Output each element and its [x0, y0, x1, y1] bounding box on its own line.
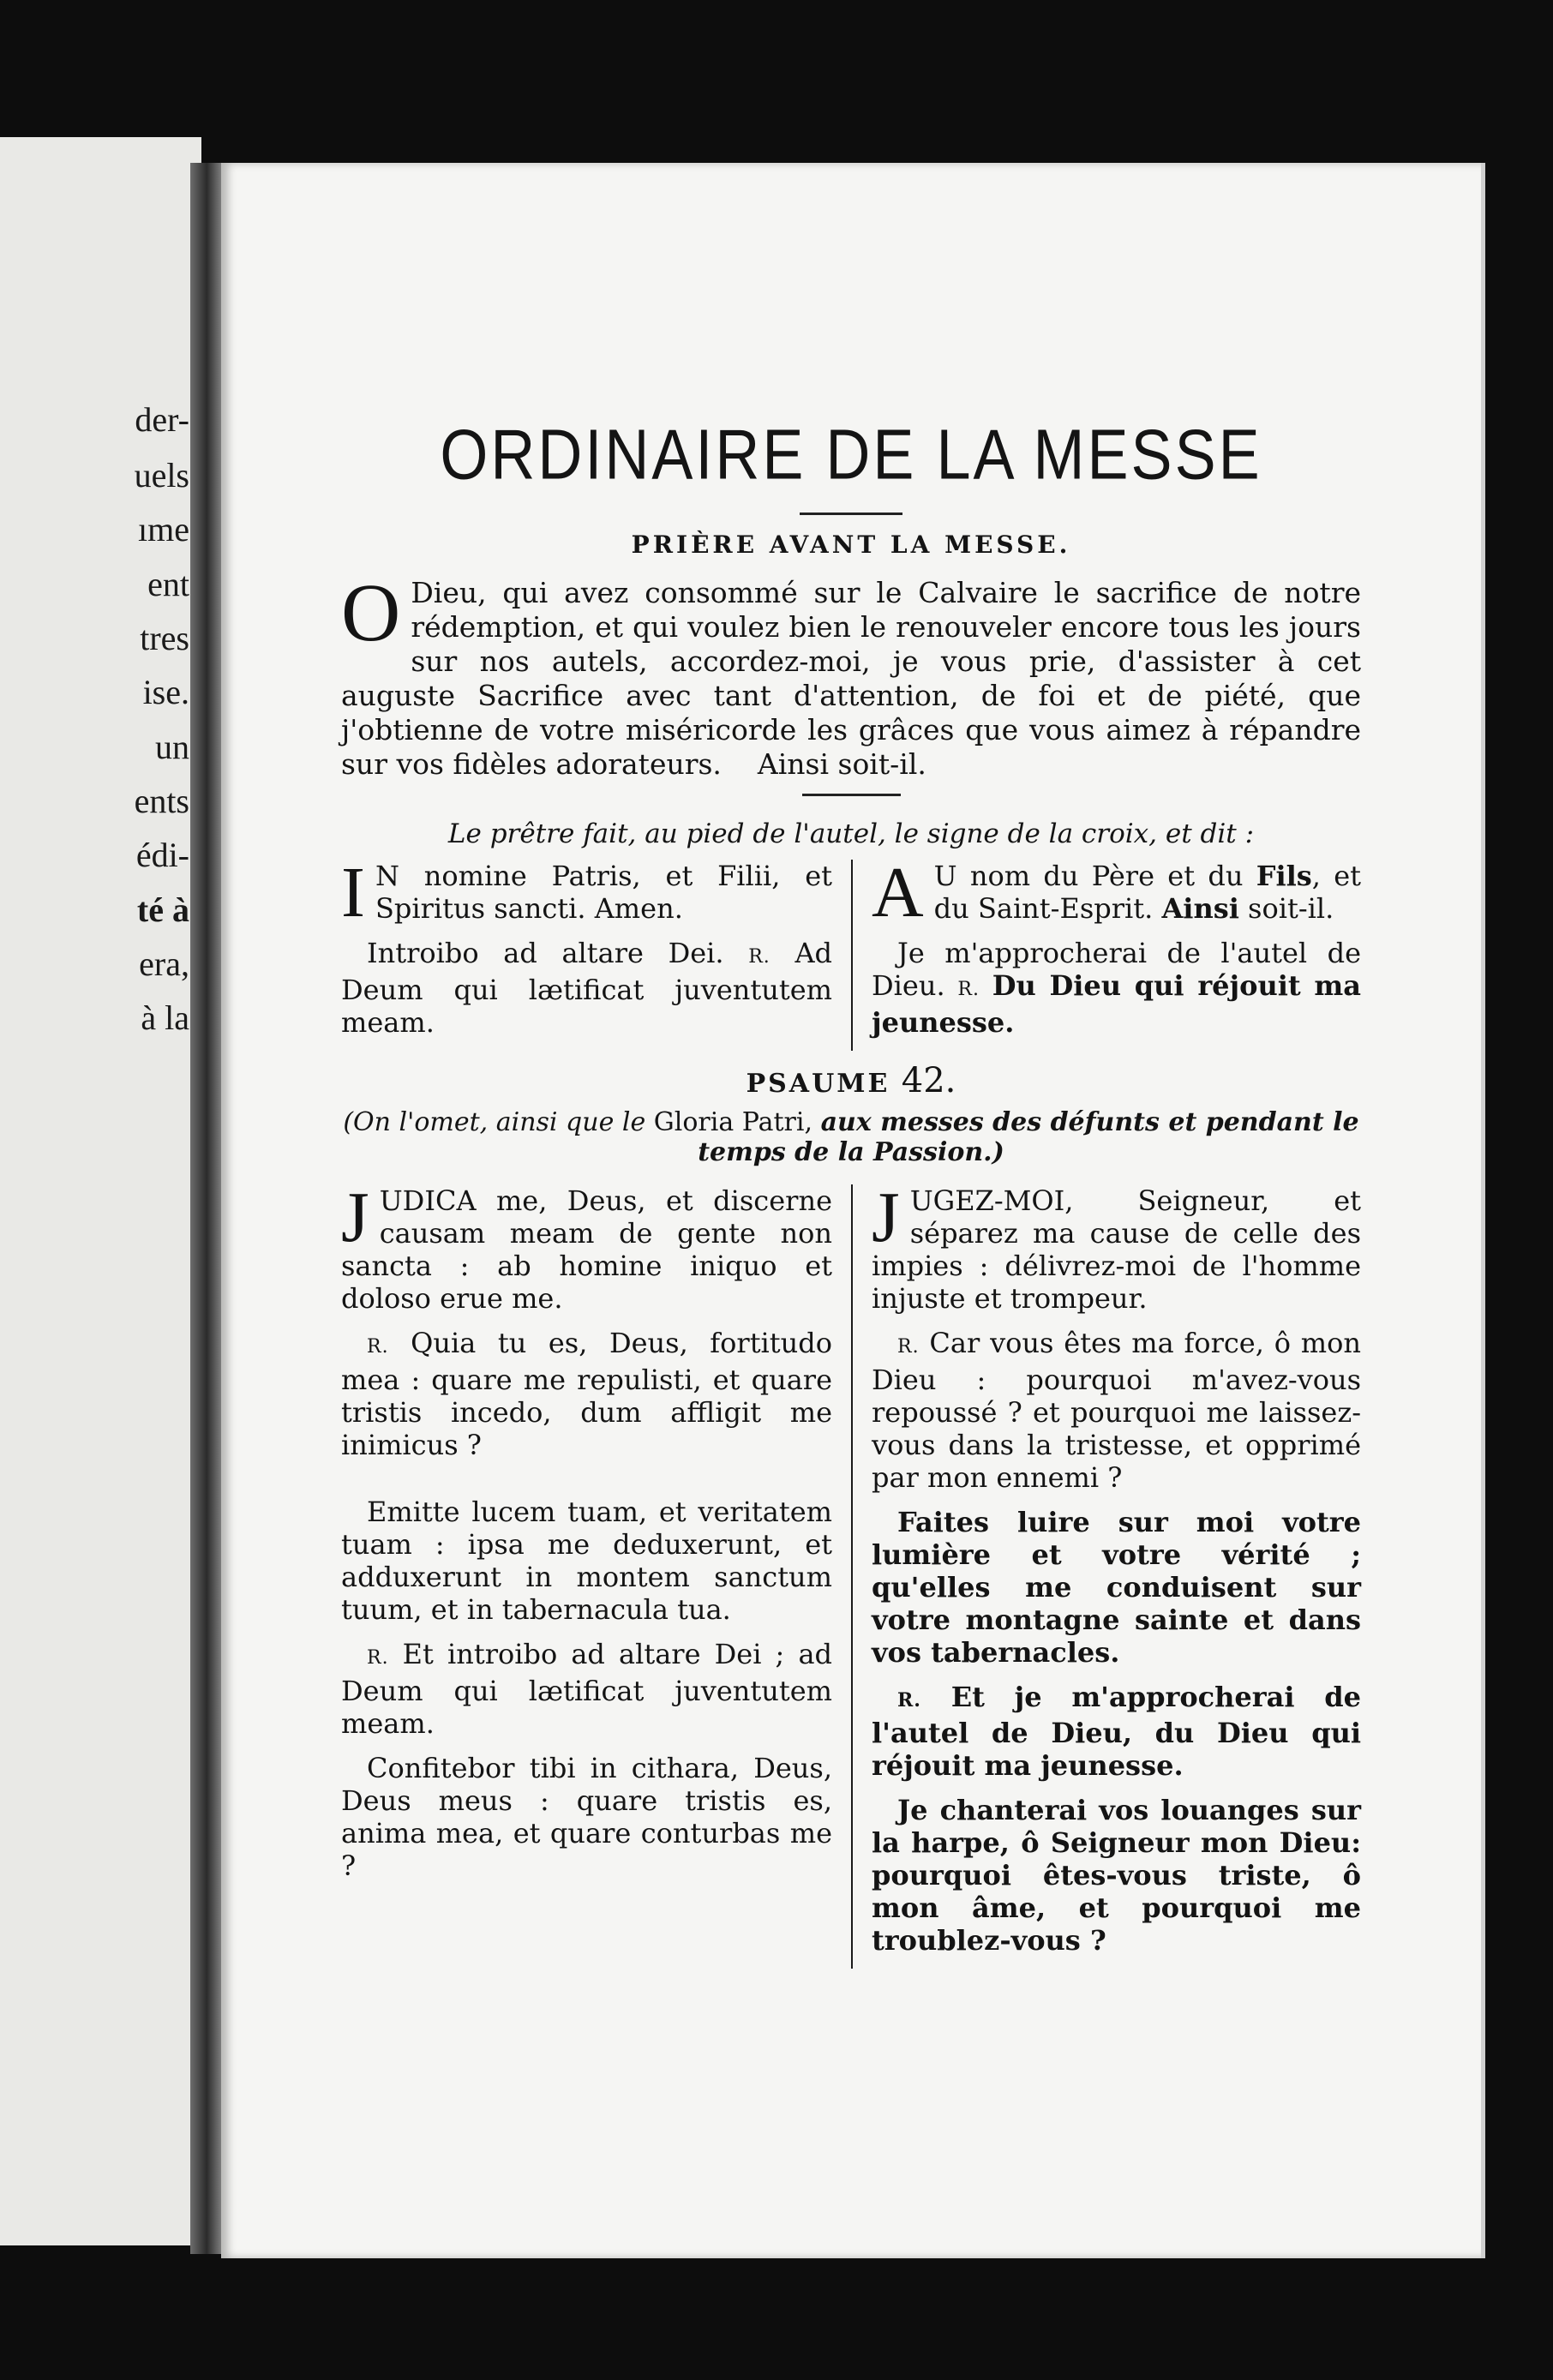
latin-text: Emitte lucem tuam, et veritatem tuam : ipsa me deduxerunt, et adduxerunt in montem sanctum tuum, et in tabernacula tua.: [341, 1496, 832, 1626]
latin-verse: [341, 1178, 833, 1315]
latin-verse: [341, 1327, 832, 1461]
psalm-heading: [341, 1061, 1361, 1100]
facing-page-text: ent: [147, 565, 189, 603]
latin-verse: [341, 1638, 832, 1740]
book-page: [221, 163, 1485, 2258]
latin-text: Confitebor tibi in cithara, Deus, Deus meus : quare tristis es, anima mea, et quare conturbas me ?: [341, 1752, 832, 1882]
response-mark: R.: [897, 1689, 921, 1712]
small-caps: U: [933, 860, 957, 892]
french-verse: [872, 1506, 1361, 1669]
french-verse: [872, 1327, 1361, 1494]
drop-cap: I: [341, 853, 365, 932]
page-content: [341, 416, 1362, 1979]
french-column: [851, 853, 1362, 1051]
french-text: Du Dieu qui réjouit ma jeunesse.: [872, 969, 1362, 1039]
response-mark: R.: [748, 946, 771, 968]
facing-page-text: era,: [139, 944, 189, 983]
prayer-ending: Ainsi soit-il.: [757, 747, 926, 781]
french-column: [851, 1178, 1362, 1969]
french-invocation: [872, 853, 1362, 932]
response-mark: R.: [897, 1336, 920, 1358]
french-introibo: [872, 937, 1361, 1039]
facing-page-text: der-: [135, 400, 189, 439]
rubric: Le prêtre fait, au pied de l'autel, le signe de la croix, et dit :: [447, 818, 1255, 849]
drop-cap: A: [872, 853, 924, 932]
french-text: , et du Saint-Esprit.: [933, 860, 1362, 925]
page-title: ORDINAIRE DE LA MESSE: [440, 416, 1262, 495]
latin-verse: [341, 1752, 832, 1882]
small-caps: UGEZ-MOI: [909, 1184, 1065, 1217]
note-text: Gloria Patri,: [653, 1107, 813, 1137]
latin-invocation: [341, 853, 833, 932]
drop-cap: O: [341, 567, 401, 658]
psalm-label: PSAUME: [746, 1069, 890, 1099]
french-text: Car vous êtes ma force, ô mon Dieu : pourquoi m'avez-vous repoussé ? et pourquoi me laissez-vous dans la tristesse, et opprimé par mon ennemi ?: [872, 1327, 1362, 1494]
french-text: Faites luire sur moi votre lumière et votre vérité ; qu'elles me conduisent sur votre montagne sainte et dans vos tabernacles.: [872, 1506, 1361, 1669]
psalm-note: [341, 1107, 1361, 1167]
latin-column: [341, 853, 851, 1051]
french-text: Je m'approcherai de l'autel de Dieu.: [872, 937, 1361, 1002]
facing-page-text: uels: [134, 456, 189, 495]
drop-cap: J: [872, 1178, 900, 1257]
french-text: Fils: [1256, 860, 1312, 892]
note-text: (On l'omet, ainsi que le: [343, 1107, 646, 1137]
intro-columns: [341, 853, 1362, 1051]
latin-text: Et introibo ad altare Dei ; ad Deum qui lætificat juventutem meam.: [341, 1638, 833, 1740]
latin-column: [341, 1178, 851, 1969]
french-text: Et je m'approcherai de l'autel de Dieu, du Dieu qui réjouit ma jeunesse.: [872, 1681, 1361, 1782]
response-mark: R.: [367, 1647, 389, 1669]
facing-page-text: édi-: [135, 836, 189, 874]
french-text: Je chanterai vos louanges sur la harpe, ô Seigneur mon Dieu: pourquoi êtes-vous triste, ô mon âme, et pourquoi me troublez-vous ?: [872, 1794, 1361, 1957]
french-text: nom du Père et du: [969, 860, 1244, 892]
drop-cap: J: [341, 1178, 369, 1257]
small-caps: UDICA: [379, 1184, 477, 1217]
prayer-text: Dieu, qui avez consommé sur le Calvaire le sacrifice de notre rédemption, et qui voulez bien le renouveler encore tous les jours sur nos autels, accordez-moi, je vous prie, d'assister à cet auguste Sacrifice avec tant d'attention, de foi et de piété, que j'obtienne de votre miséricorde les grâces que vous aimez à répandre sur vos fidèles adorateurs.: [341, 576, 1361, 781]
facing-page-text: à la: [141, 998, 189, 1037]
latin-text: nomine Patris, et Filii, et Spiritus sancti. Amen.: [375, 860, 833, 925]
facing-page-text: ıme: [138, 510, 189, 549]
opening-prayer: [341, 567, 1361, 782]
psalm-number: 42.: [901, 1061, 956, 1100]
facing-page: [0, 137, 201, 2245]
latin-text: Introibo ad altare Dei.: [367, 937, 724, 969]
latin-text: Quia tu es, Deus, fortitudo mea : quare me repulisti, et quare tristis incedo, dum affligit me inimicus ?: [341, 1327, 833, 1461]
psalm-columns: [341, 1178, 1362, 1969]
latin-verse: [341, 1496, 832, 1626]
french-verse: [872, 1794, 1361, 1957]
latin-text: me, Deus, et discerne causam meam de gente non sancta : ab homine iniquo et doloso erue me.: [341, 1184, 833, 1315]
latin-text: Ad Deum qui lætificat juventutem meam.: [341, 937, 833, 1039]
facing-page-text: tres: [140, 619, 189, 657]
response-mark: R.: [367, 1336, 389, 1358]
title-rule: [800, 513, 902, 515]
french-verse: [872, 1178, 1361, 1315]
facing-page-text: ise.: [142, 673, 189, 711]
latin-introibo: [341, 937, 832, 1039]
small-caps: N: [375, 860, 399, 892]
response-mark: R.: [957, 979, 980, 1000]
facing-page-text: ents: [134, 782, 189, 820]
french-verse: [872, 1681, 1361, 1782]
section-heading: PRIÈRE AVANT LA MESSE.: [631, 531, 1071, 559]
french-text: , Seigneur, et séparez ma cause de celle des impies : délivrez-moi de l'homme injuste et trompeur.: [872, 1184, 1361, 1315]
note-text: aux messes des défunts et pendant le temps de la Passion.): [698, 1107, 1359, 1167]
section-rule: [802, 794, 901, 796]
french-text: Ainsi: [1161, 892, 1239, 925]
facing-page-text: un: [155, 728, 189, 766]
french-text: soit-il.: [1248, 892, 1334, 925]
facing-page-text: té à: [136, 890, 189, 929]
page-edge: [1481, 163, 1485, 2258]
